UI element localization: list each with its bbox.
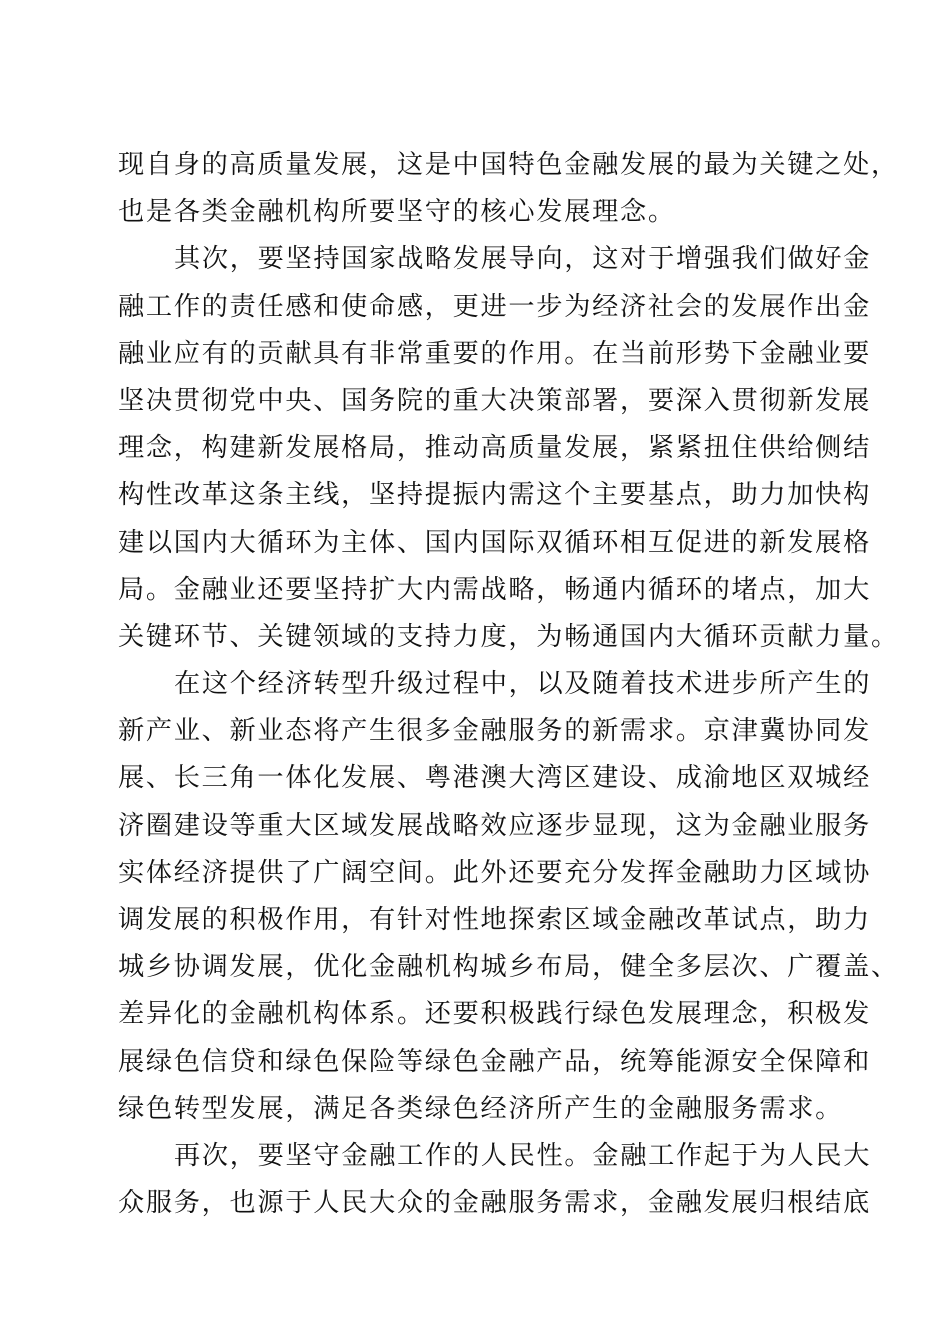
text-line: 也是各类金融机构所要坚守的核心发展理念。 [118, 197, 676, 228]
text-line: 城乡协调发展，优化金融机构城乡布局，健全多层次、广覆盖、 [118, 952, 899, 983]
text-line: 理念，构建新发展格局，推动高质量发展，紧紧扭住供给侧结 [118, 433, 871, 464]
text-line: 展绿色信贷和绿色保险等绿色金融产品，统筹能源安全保障和 [118, 1046, 871, 1077]
text-line: 坚决贯彻党中央、国务院的重大决策部署，要深入贯彻新发展 [118, 385, 871, 416]
text-line: 济圈建设等重大区域发展战略效应逐步显现，这为金融业服务 [118, 810, 871, 841]
text-line: 调发展的积极作用，有针对性地探索区域金融改革试点，助力 [118, 905, 871, 935]
paragraph-start-line: 在这个经济转型升级过程中，以及随着技术进步所产生的 [174, 669, 872, 700]
text-line: 建以国内大循环为主体、国内国际双循环相互促进的新发展格 [118, 527, 871, 558]
text-line: 展、长三角一体化发展、粤港澳大湾区建设、成渝地区双城经 [118, 763, 871, 794]
paragraph-start-line: 其次，要坚持国家战略发展导向，这对于增强我们做好金 [174, 244, 872, 275]
text-line: 实体经济提供了广阔空间。此外还要充分发挥金融助力区域协 [118, 857, 871, 888]
text-line: 融工作的责任感和使命感，更进一步为经济社会的发展作出金 [118, 291, 871, 322]
text-line: 新产业、新业态将产生很多金融服务的新需求。京津冀协同发 [118, 716, 871, 747]
text-line: 现自身的高质量发展，这是中国特色金融发展的最为关键之处， [118, 150, 899, 180]
text-line: 差异化的金融机构体系。还要积极践行绿色发展理念，积极发 [118, 999, 871, 1030]
text-line: 构性改革这条主线，坚持提振内需这个主要基点，助力加快构 [118, 480, 871, 511]
text-line: 绿色转型发展，满足各类绿色经济所产生的金融服务需求。 [118, 1093, 844, 1124]
text-line: 融业应有的贡献具有非常重要的作用。在当前形势下金融业要 [118, 338, 871, 369]
body-text [118, 142, 899, 1227]
text-line: 关键环节、关键领域的支持力度，为畅通国内大循环贡献力量。 [118, 621, 899, 652]
text-line: 局。金融业还要坚持扩大内需战略，畅通内循环的堵点，加大 [118, 574, 871, 605]
text-line: 众服务，也源于人民大众的金融服务需求，金融发展归根结底 [118, 1188, 871, 1219]
paragraph-start-line: 再次，要坚守金融工作的人民性。金融工作起于为人民大 [174, 1140, 872, 1171]
